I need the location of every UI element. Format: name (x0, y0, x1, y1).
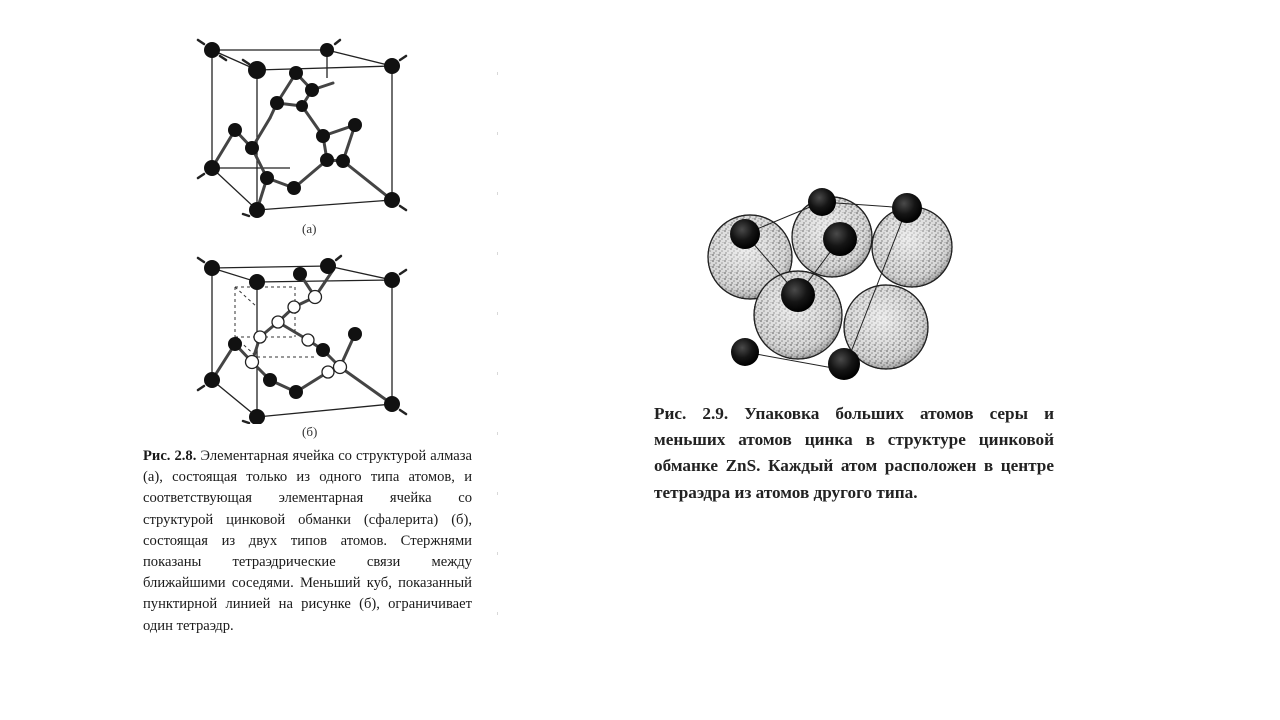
figure-2-8-caption-prefix: Рис. 2.8. (143, 448, 197, 464)
figure-2-8-caption (143, 446, 472, 637)
figure-2-9-caption-text: Упаковка больших атомов серы и меньших атомов цинка в структуре цинковой обманке ZnS. Каждый атом расположен в центре тетраэдра из атомов другого типа. (654, 404, 1054, 502)
figure-2-8-caption-text: Элементарная ячейка со структурой алмаза (а), состоящая только из одного типа атомов, и соответствующая элементарная ячейка со структурой цинковой обманки (сфалерита) (б), состоящая из двух типов атомов. Стержнями показаны тетраэдрические связи между ближайшими соседями. Меньший куб, показанный пунктирной линией на рисунке (б), ограничивает один тетраэдр. (143, 448, 472, 634)
figure-2-8b-label: (б) (302, 424, 318, 439)
zns-packing-figure (700, 182, 970, 387)
figure-2-9-caption-prefix: Рис. 2.9. (654, 404, 729, 423)
figure-2-9-caption (654, 401, 1054, 506)
zincblende-unit-cell-figure (190, 252, 420, 424)
page-gutter-divider (497, 72, 498, 662)
figure-2-8a-label: (а) (302, 221, 317, 236)
diamond-unit-cell-figure (190, 38, 420, 218)
